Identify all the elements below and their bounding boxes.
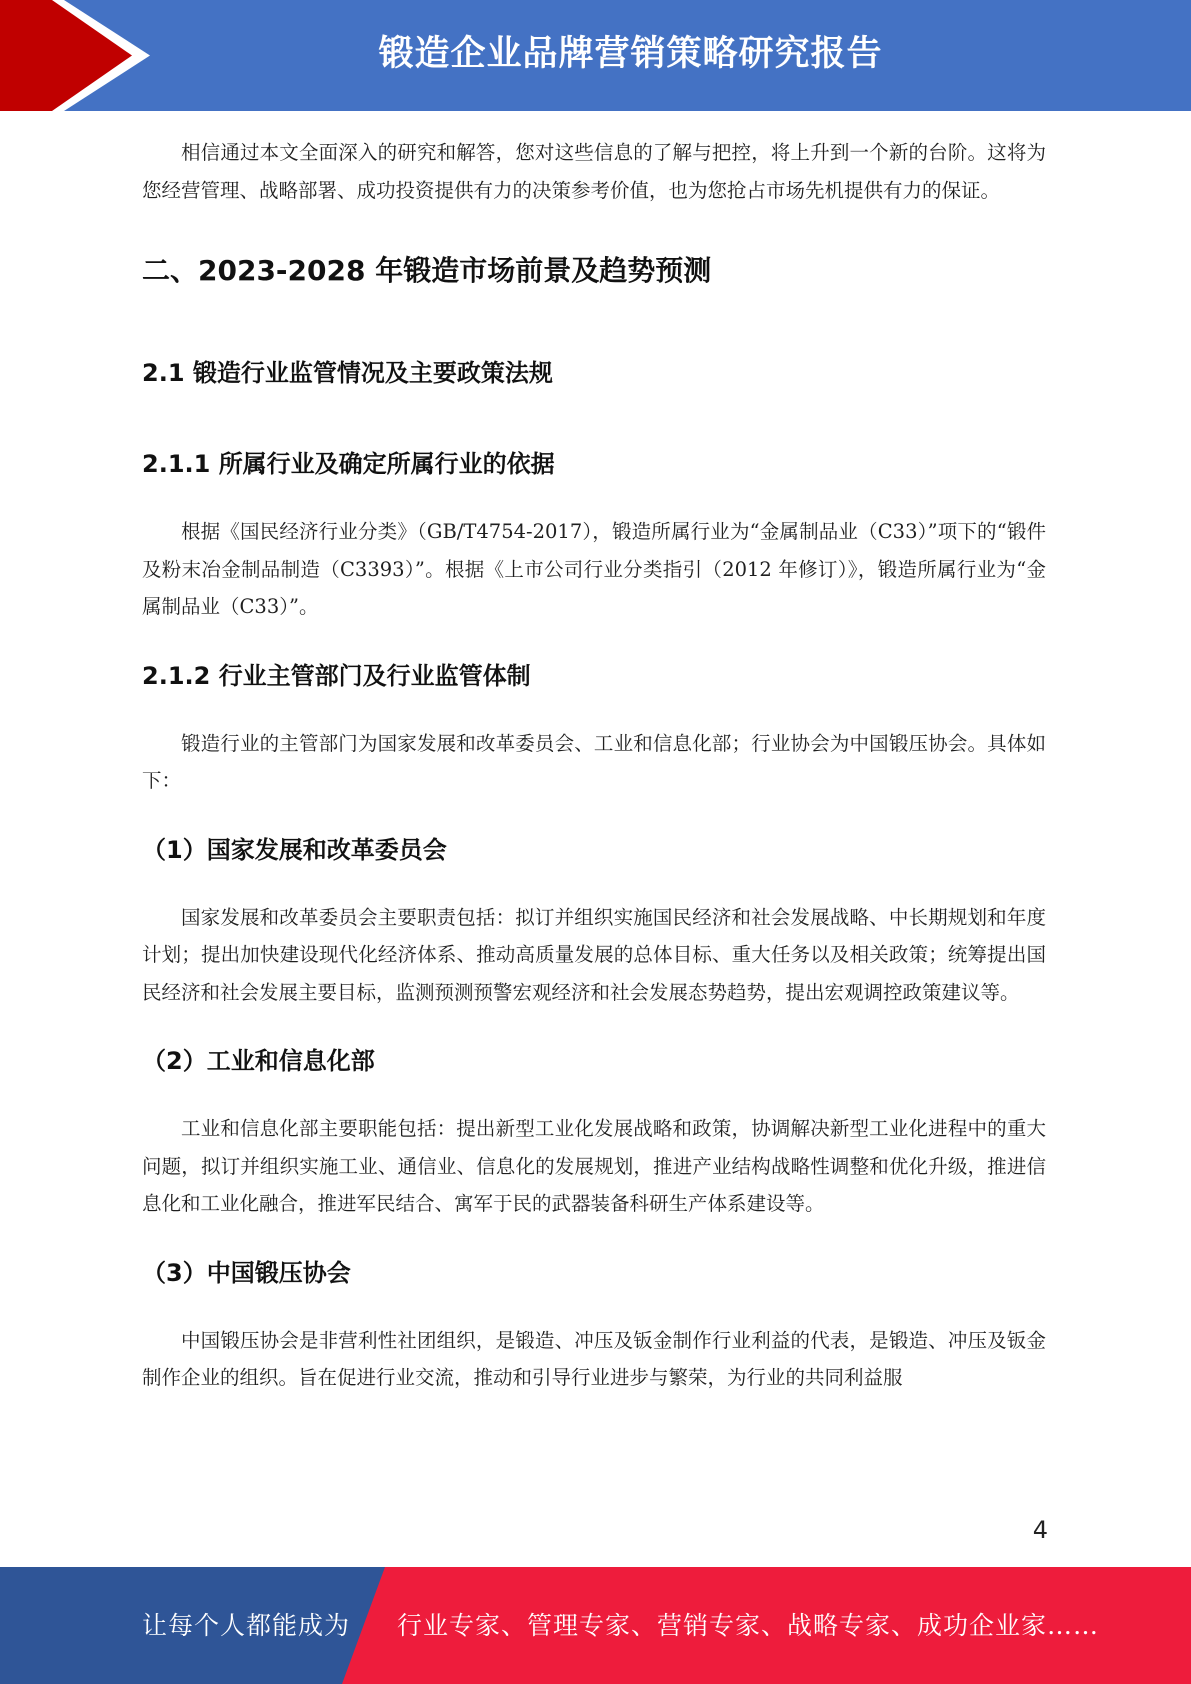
footer-slogan-left: 让每个人都能成为 xyxy=(142,1611,351,1640)
section-2-1-1-heading: 2.1.1 所属行业及确定所属行业的依据 xyxy=(142,450,555,478)
section-2-1-heading: 2.1 锻造行业监管情况及主要政策法规 xyxy=(142,359,553,387)
footer-slogan-right: 行业专家、管理专家、营销专家、战略专家、成功企业家…… xyxy=(397,1611,1100,1640)
subsection-cfa-paragraph: 中国锻压协会是非营利性社团组织，是锻造、冲压及钣金制作行业利益的代表，是锻造、冲压及钣金制作企业的组织。旨在促进行业交流，推动和引导行业进步与繁荣，为行业的共同利益服 xyxy=(142,1328,1046,1389)
document-body xyxy=(142,134,1046,1397)
section-2-1-2-paragraph: 锻造行业的主管部门为国家发展和改革委员会、工业和信息化部；行业协会为中国锻压协会。具体如下： xyxy=(142,731,1046,792)
subsection-miit-paragraph: 工业和信息化部主要职能包括：提出新型工业化发展战略和政策，协调解决新型工业化进程中的重大问题，拟订并组织实施工业、通信业、信息化的发展规划，推进产业结构战略性调整和优化升级，推进信息化和工业化融合，推进军民结合、寓军于民的武器装备科研生产体系建设等。 xyxy=(142,1117,1046,1215)
section-2-1-1-paragraph: 根据《国民经济行业分类》（GB/T4754-2017），锻造所属行业为“金属制品业（C33）”项下的“锻件及粉末冶金制品制造（C3393）”。根据《上市公司行业分类指引（2012 年修订）》，锻造所属行业为“金属制品业（C33）”。 xyxy=(142,520,1046,618)
subsection-ndrc-paragraph: 国家发展和改革委员会主要职责包括：拟订并组织实施国民经济和社会发展战略、中长期规划和年度计划；提出加快建设现代化经济体系、推动高质量发展的总体目标、重大任务以及相关政策；统筹提出国民经济和社会发展主要目标，监测预测预警宏观经济和社会发展态势趋势，提出宏观调控政策建议等。 xyxy=(142,905,1046,1004)
intro-paragraph: 相信通过本文全面深入的研究和解答，您对这些信息的了解与把控，将上升到一个新的台阶。这将为您经营管理、战略部署、成功投资提供有力的决策参考价值，也为您抢占市场先机提供有力的保证。 xyxy=(142,141,1046,202)
subsection-ndrc-heading: （1）国家发展和改革委员会 xyxy=(142,835,447,864)
page-header xyxy=(0,0,1191,111)
section-2-1-2-heading: 2.1.2 行业主管部门及行业监管体制 xyxy=(142,661,531,690)
subsection-cfa-heading: （3）中国锻压协会 xyxy=(142,1258,351,1287)
section-2-heading: 二、2023-2028 年锻造市场前景及趋势预测 xyxy=(142,254,712,287)
page-footer xyxy=(0,1567,1191,1684)
page-number: 4 xyxy=(1032,1516,1048,1544)
header-title: 锻造企业品牌营销策略研究报告 xyxy=(378,34,883,74)
subsection-miit-heading: （2）工业和信息化部 xyxy=(142,1047,375,1075)
